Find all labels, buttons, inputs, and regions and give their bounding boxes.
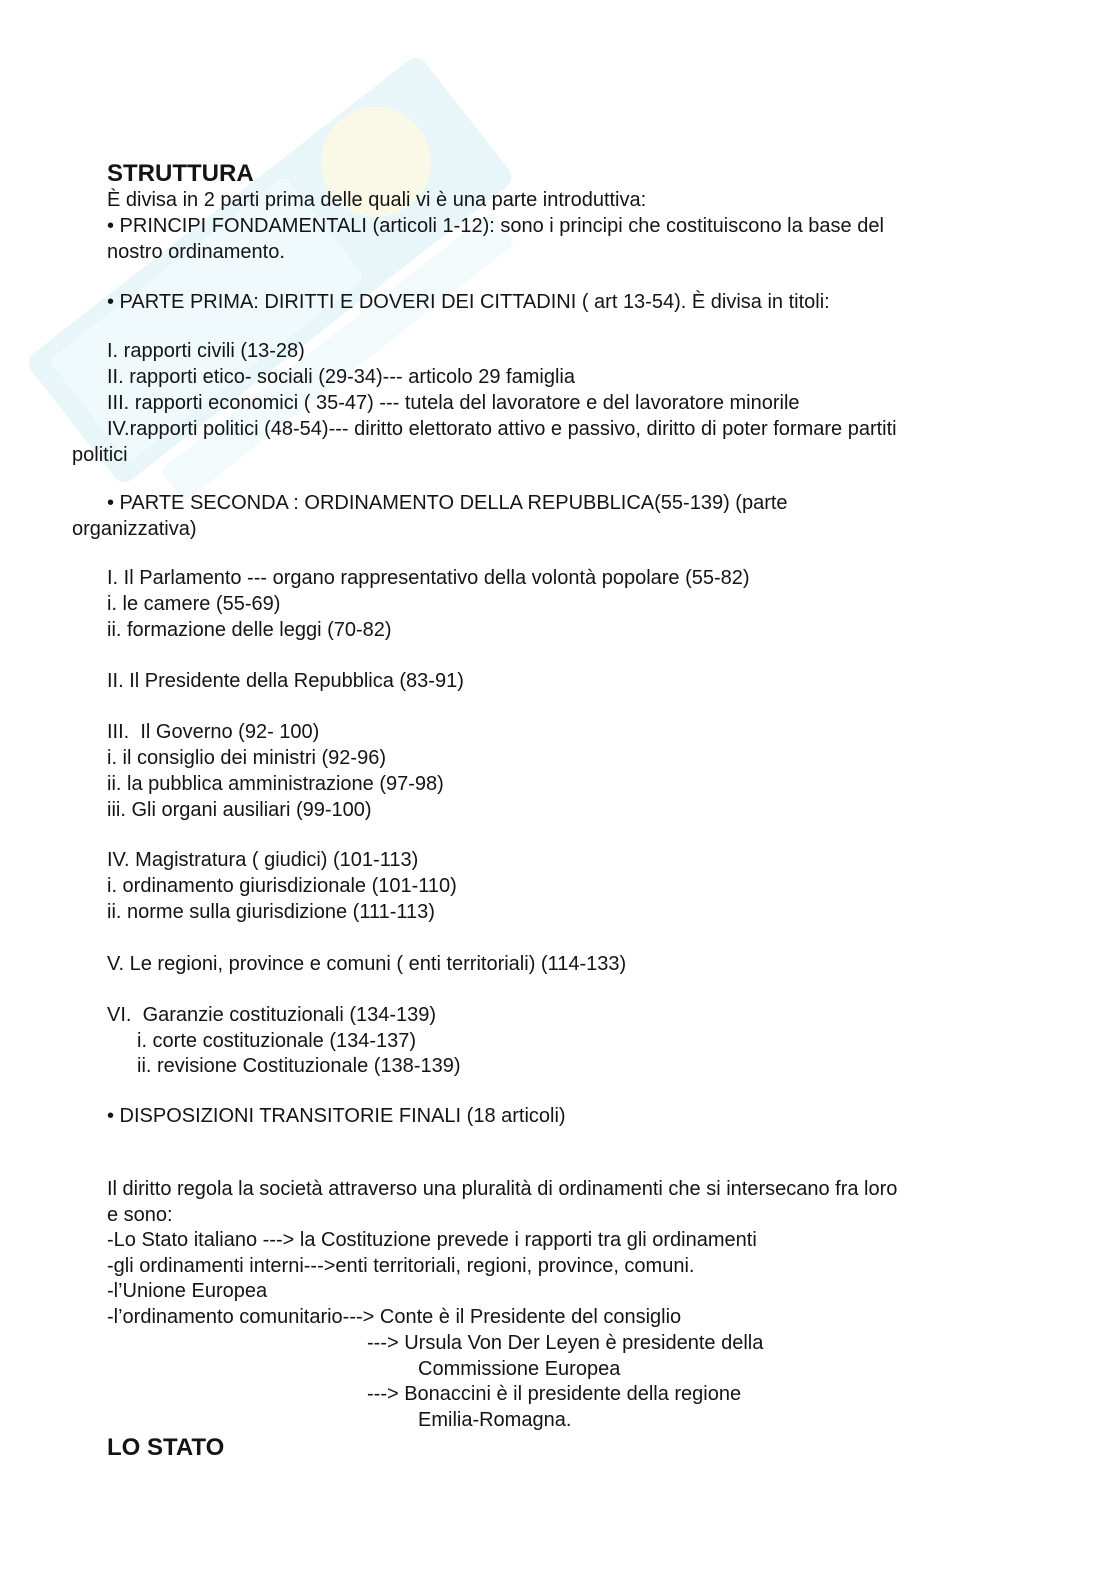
list-item: I. rapporti civili (13-28) bbox=[107, 340, 305, 362]
sub-list-item: i. ordinamento giurisdizionale (101-110) bbox=[107, 875, 457, 897]
sub-list-item: i. il consiglio dei ministri (92-96) bbox=[107, 747, 386, 769]
sub-list-item: i. corte costituzionale (134-137) bbox=[137, 1030, 417, 1052]
ordinamento-item: -l’Unione Europea bbox=[107, 1280, 268, 1302]
ordinamento-sub-item: ---> Ursula Von Der Leyen è presidente della bbox=[367, 1332, 764, 1354]
list-item: I. Il Parlamento --- organo rappresentativo della volontà popolare (55-82) bbox=[107, 567, 750, 589]
list-item: II. Il Presidente della Repubblica (83-91) bbox=[107, 670, 464, 692]
heading-lo-stato: LO STATO bbox=[107, 1434, 225, 1461]
ordinamento-item: -Lo Stato italiano ---> la Costituzione prevede i rapporti tra gli ordinamenti bbox=[107, 1229, 757, 1251]
ordinamenti-intro: e sono: bbox=[107, 1204, 173, 1226]
ordinamenti-intro: Il diritto regola la società attraverso una pluralità di ordinamenti che si intersecano fra loro bbox=[107, 1178, 898, 1200]
sub-list-item: ii. la pubblica amministrazione (97-98) bbox=[107, 773, 444, 795]
list-item: V. Le regioni, province e comuni ( enti territoriali) (114-133) bbox=[107, 953, 627, 975]
sub-list-item: ii. formazione delle leggi (70-82) bbox=[107, 619, 392, 641]
list-item: II. rapporti etico- sociali (29-34)--- articolo 29 famiglia bbox=[107, 366, 575, 388]
ordinamento-item: -gli ordinamenti interni--->enti territoriali, regioni, province, comuni. bbox=[107, 1255, 695, 1277]
principi-line: • PRINCIPI FONDAMENTALI (articoli 1-12): sono i principi che costituiscono la base del bbox=[107, 215, 884, 237]
disposizioni-line: • DISPOSIZIONI TRANSITORIE FINALI (18 articoli) bbox=[107, 1105, 566, 1127]
ordinamento-sub-item: ---> Bonaccini è il presidente della regione bbox=[367, 1383, 742, 1405]
sub-list-item: ii. revisione Costituzionale (138-139) bbox=[137, 1055, 461, 1077]
list-item: III. Il Governo (92- 100) bbox=[107, 721, 320, 743]
sub-list-item: i. le camere (55-69) bbox=[107, 593, 281, 615]
principi-line: nostro ordinamento. bbox=[107, 241, 285, 263]
list-item: III. rapporti economici ( 35-47) --- tutela del lavoratore e del lavoratore minorile bbox=[107, 392, 800, 414]
parte-prima-title: • PARTE PRIMA: DIRITTI E DOVERI DEI CITTADINI ( art 13-54). È divisa in titoli: bbox=[107, 291, 830, 313]
heading-struttura: STRUTTURA bbox=[107, 160, 254, 187]
parte-seconda-title-continuation: organizzativa) bbox=[72, 518, 197, 540]
ordinamento-sub-item-continuation: Emilia-Romagna. bbox=[418, 1409, 572, 1431]
sub-list-item: ii. norme sulla giurisdizione (111-113) bbox=[107, 901, 435, 923]
intro-line: È divisa in 2 parti prima delle quali vi è una parte introduttiva: bbox=[107, 189, 647, 211]
sub-list-item: iii. Gli organi ausiliari (99-100) bbox=[107, 799, 372, 821]
list-item: IV. Magistratura ( giudici) (101-113) bbox=[107, 849, 419, 871]
parte-seconda-title: • PARTE SECONDA : ORDINAMENTO DELLA REPUBBLICA(55-139) (parte bbox=[107, 492, 788, 514]
list-item: IV.rapporti politici (48-54)--- diritto elettorato attivo e passivo, diritto di poter formare partiti bbox=[107, 418, 897, 440]
list-item-continuation: politici bbox=[72, 444, 128, 466]
ordinamento-sub-item-continuation: Commissione Europea bbox=[418, 1358, 621, 1380]
list-item: VI. Garanzie costituzionali (134-139) bbox=[107, 1004, 437, 1026]
ordinamento-item: -l’ordinamento comunitario---> Conte è il Presidente del consiglio bbox=[107, 1306, 682, 1328]
